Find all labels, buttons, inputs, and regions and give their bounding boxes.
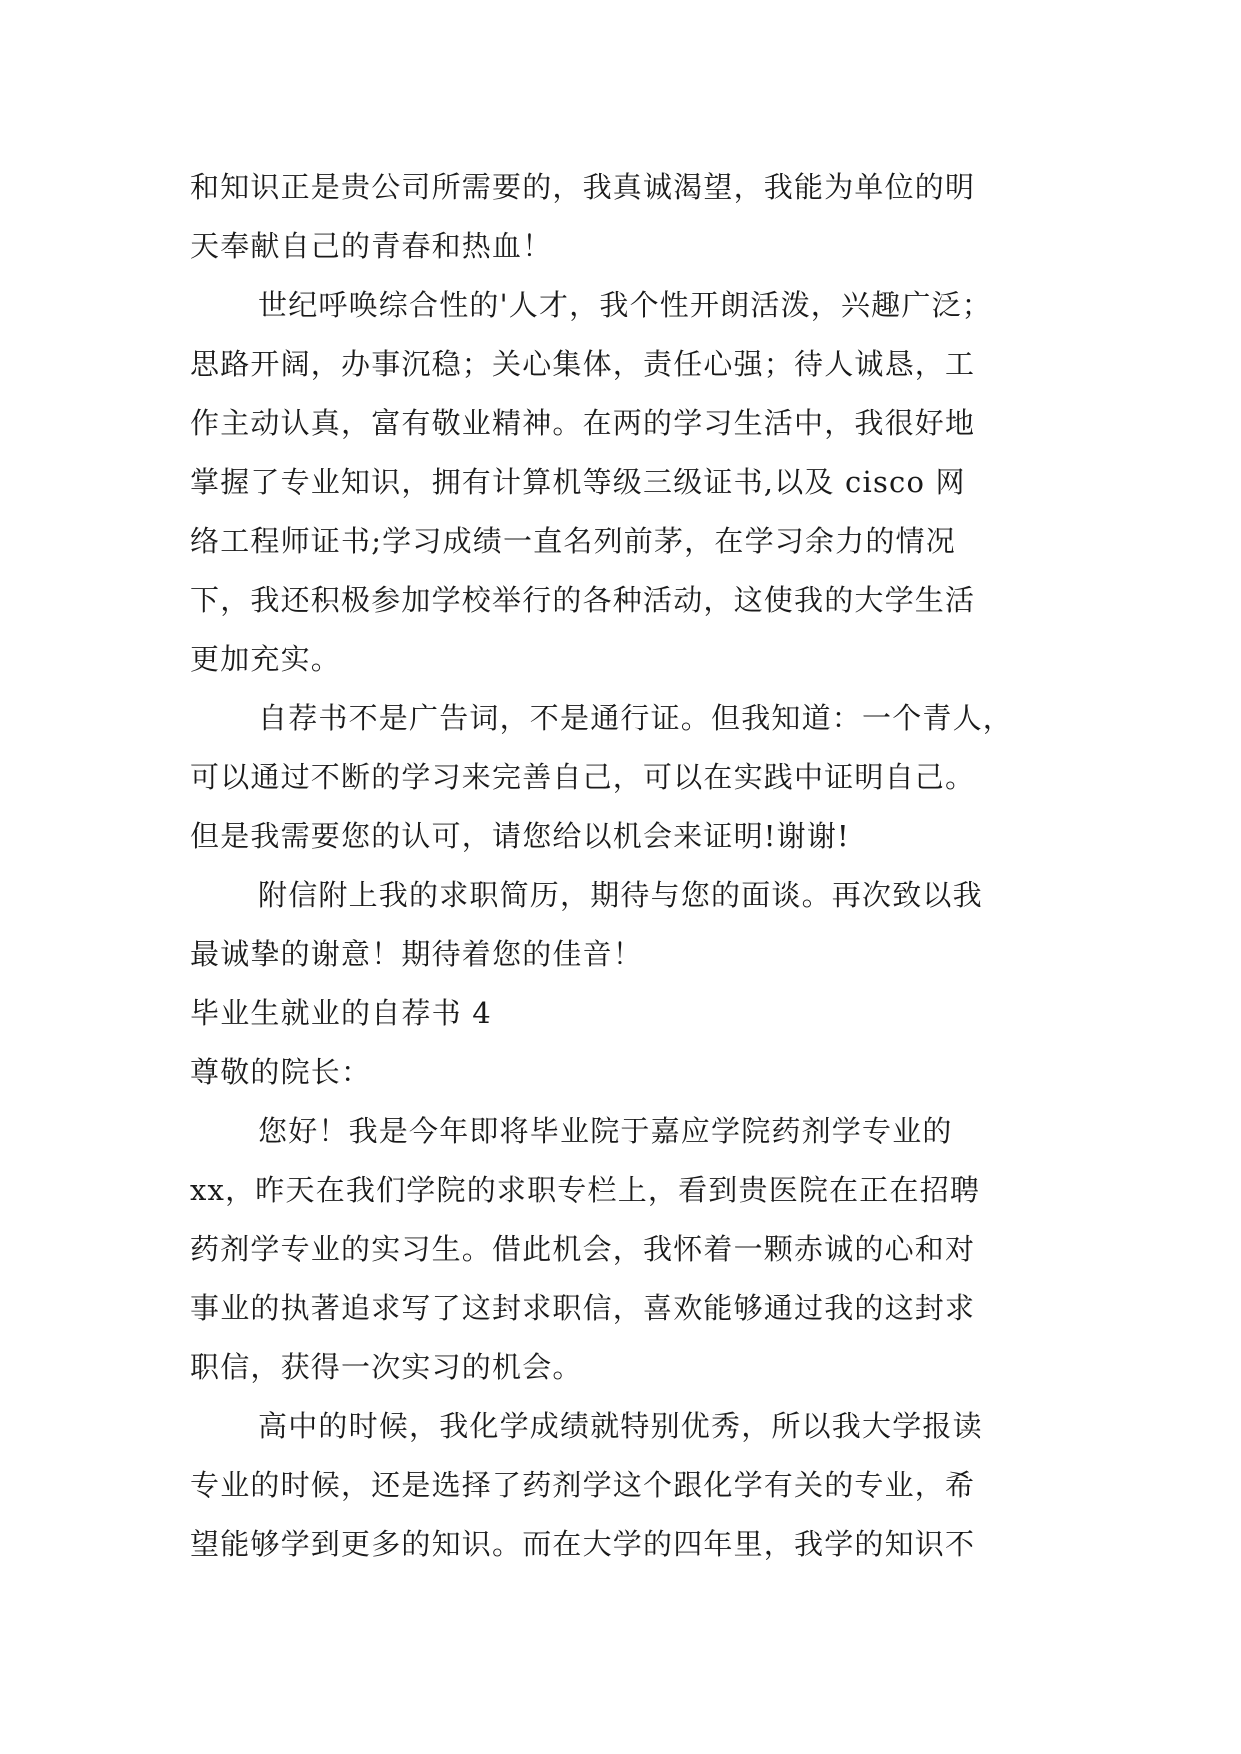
text-line: 职信，获得一次实习的机会。 — [190, 1350, 583, 1384]
text-line: 望能够学到更多的知识。而在大学的四年里，我学的知识不 — [190, 1527, 976, 1561]
text-line: 事业的执著追求写了这封求职信，喜欢能够通过我的这封求 — [190, 1291, 976, 1325]
text-line: xx，昨天在我们学院的求职专栏上，看到贵医院在正在招聘 — [190, 1173, 981, 1207]
text-line: 专业的时候，还是选择了药剂学这个跟化学有关的专业，希 — [190, 1468, 976, 1502]
text-line: 络工程师证书;学习成绩一直名列前茅，在学习余力的情况 — [190, 524, 956, 558]
text-line: 下，我还积极参加学校举行的各种活动，这使我的大学生活 — [190, 583, 976, 617]
text-line: 但是我需要您的认可，请您给以机会来证明!谢谢! — [190, 819, 850, 853]
text-line: 思路开阔，办事沉稳；关心集体，责任心强；待人诚恳，工 — [190, 347, 976, 381]
paragraph — [190, 276, 1050, 689]
text-line: 最诚挚的谢意！期待着您的佳音！ — [190, 937, 644, 971]
text-line: 自荐书不是广告词，不是通行证。但我知道：一个青人， — [258, 701, 1014, 735]
text-line: 和知识正是贵公司所需要的，我真诚渴望，我能为单位的明 — [190, 170, 976, 204]
text-line: 作主动认真，富有敬业精神。在两的学习生活中，我很好地 — [190, 406, 976, 440]
paragraph — [190, 158, 1050, 276]
text-line: 天奉献自己的青春和热血！ — [190, 229, 553, 263]
document-body — [190, 158, 1050, 1574]
text-line: 掌握了专业知识，拥有计算机等级三级证书,以及 cisco 网 — [190, 465, 966, 499]
salutation: 尊敬的院长： — [190, 1055, 372, 1089]
text-line: 附信附上我的求职简历，期待与您的面谈。再次致以我 — [258, 878, 983, 912]
paragraph — [190, 866, 1050, 984]
section-title: 毕业生就业的自荐书 4 — [190, 996, 492, 1030]
paragraph — [190, 689, 1050, 866]
text-line: 可以通过不断的学习来完善自己，可以在实践中证明自己。 — [190, 760, 976, 794]
text-line: 世纪呼唤综合性的'人才，我个性开朗活泼，兴趣广泛； — [258, 288, 992, 322]
paragraph — [190, 1102, 1050, 1397]
paragraph — [190, 1397, 1050, 1574]
text-line: 高中的时候，我化学成绩就特别优秀，所以我大学报读 — [258, 1409, 983, 1443]
text-line: 您好！我是今年即将毕业院于嘉应学院药剂学专业的 — [258, 1114, 953, 1148]
text-line: 药剂学专业的实习生。借此机会，我怀着一颗赤诚的心和对 — [190, 1232, 976, 1266]
text-line: 更加充实。 — [190, 642, 342, 676]
